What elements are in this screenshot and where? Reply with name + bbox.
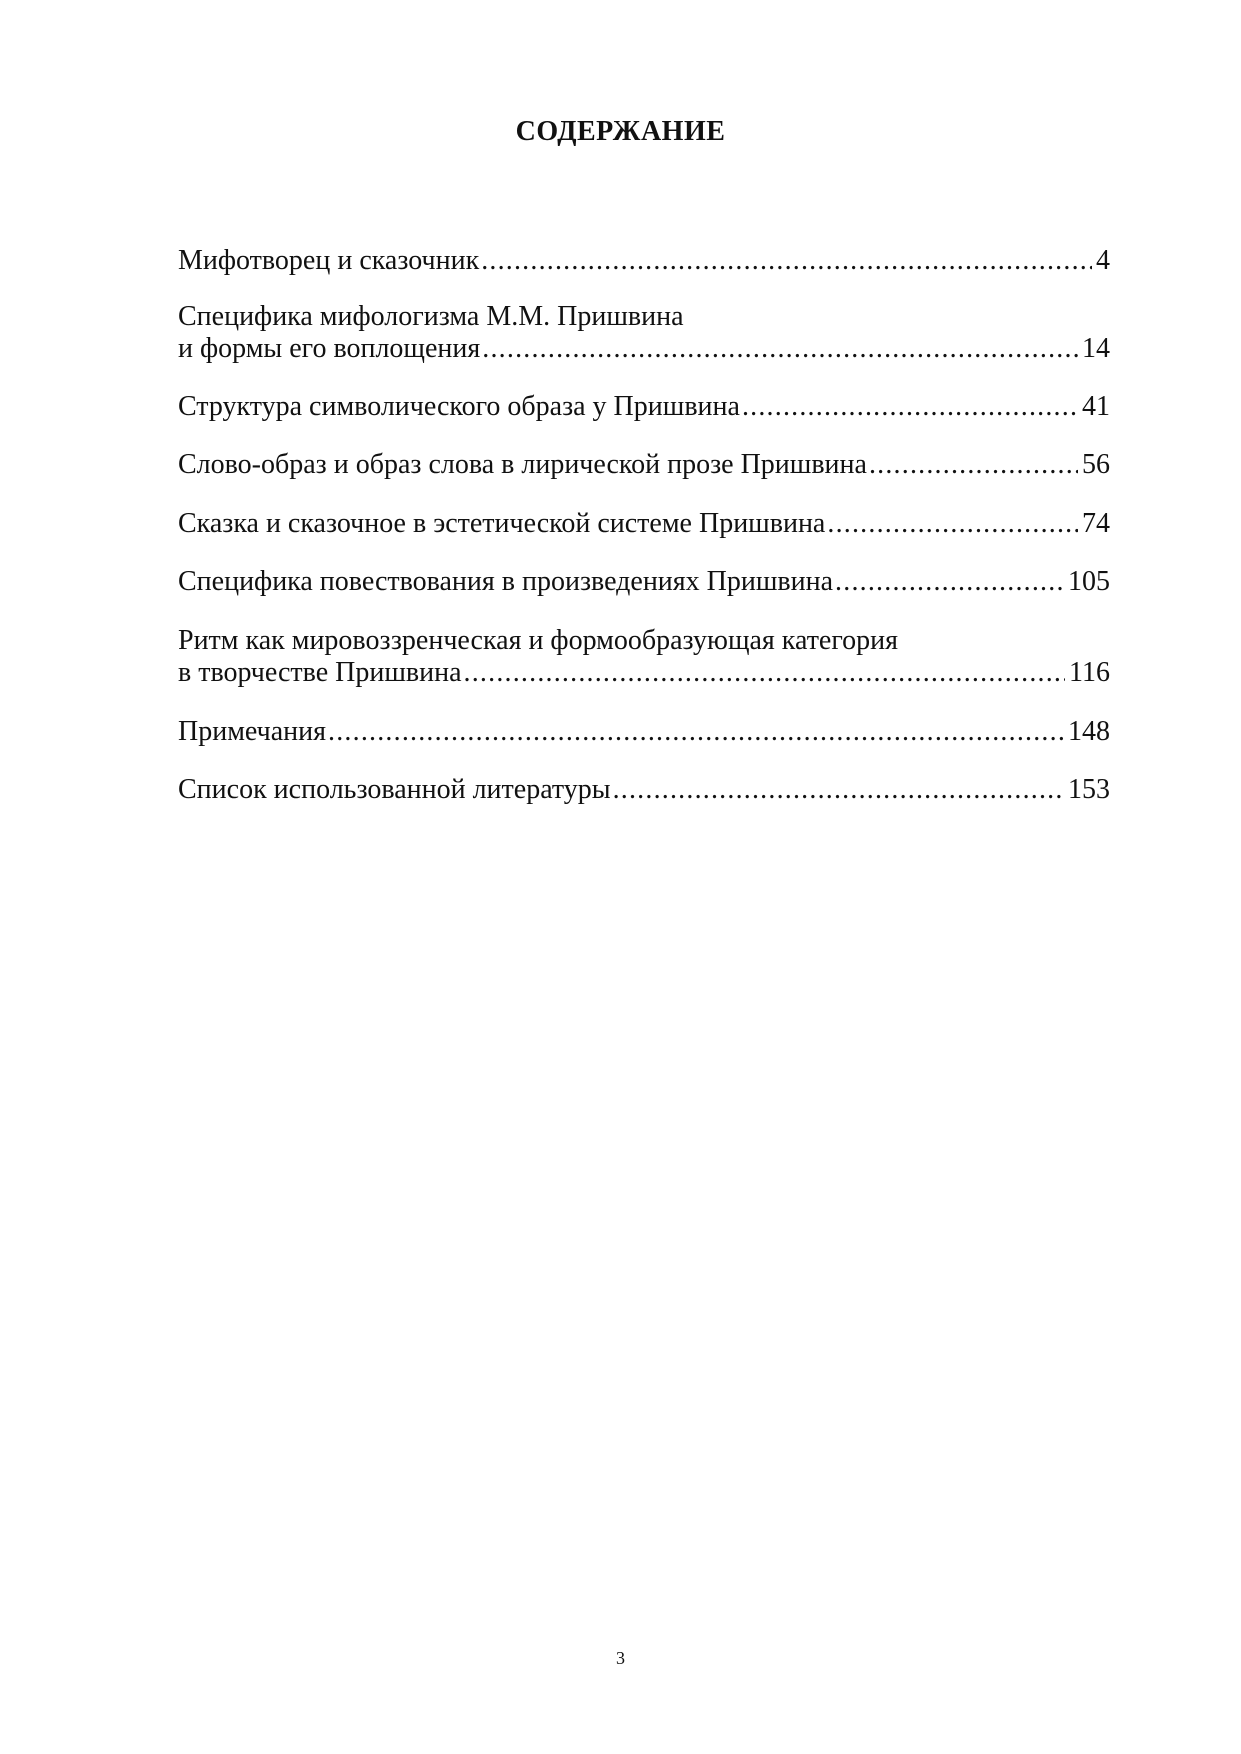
dot-leader: [613, 774, 1064, 806]
toc-entry-title: Специфика мифологизма М.М. Пришвина: [178, 301, 684, 332]
toc-entry-title: Специфика повествования в произведениях Пришвина: [178, 566, 834, 597]
toc-entry[interactable]: [178, 245, 1110, 277]
toc-entry[interactable]: [178, 508, 1110, 540]
dot-leader: [742, 391, 1078, 423]
toc-entry-title: Мифотворец и сказочник: [178, 245, 480, 276]
dot-leader: [835, 566, 1064, 598]
toc-entry-title: Ритм как мировоззренческая и формообразующая категория: [178, 625, 899, 656]
dot-leader: [481, 245, 1092, 277]
toc-entry-title-continued: и формы его воплощения: [178, 333, 481, 364]
toc-entry-page: 116: [1069, 657, 1110, 688]
toc-entry-title: Сказка и сказочное в эстетической системе Пришвина: [178, 508, 826, 539]
toc-entry-page: 74: [1082, 508, 1110, 539]
toc-entry-title: Структура символического образа у Пришвина: [178, 391, 740, 422]
toc-entry-title-continued: в творчестве Пришвина: [178, 657, 462, 688]
page-title: СОДЕРЖАНИЕ: [515, 116, 726, 147]
toc-entry-title: Примечания: [178, 716, 327, 747]
dot-leader: [827, 508, 1078, 540]
dot-leader: [482, 333, 1078, 365]
toc-entry-page: 105: [1068, 566, 1110, 597]
toc-entry-title: Список использованной литературы: [178, 774, 611, 805]
toc-entry-page: 148: [1068, 716, 1110, 747]
dot-leader: [869, 449, 1078, 481]
toc-entry[interactable]: [178, 716, 1110, 748]
dot-leader: [328, 716, 1064, 748]
toc-entry[interactable]: [178, 566, 1110, 598]
toc-entry[interactable]: [178, 625, 1110, 689]
toc-entry-page: 4: [1096, 245, 1110, 276]
toc-entry[interactable]: [178, 391, 1110, 423]
toc-entry-page: 56: [1082, 449, 1110, 480]
toc-entry-page: 41: [1082, 391, 1110, 422]
toc-entry-page: 153: [1068, 774, 1110, 805]
toc-entry-page: 14: [1082, 333, 1110, 364]
page-number: 3: [616, 1648, 625, 1668]
toc-entry[interactable]: [178, 774, 1110, 806]
dot-leader: [464, 657, 1066, 689]
toc-entry[interactable]: [178, 449, 1110, 481]
toc-entry-title: Слово-образ и образ слова в лирической прозе Пришвина: [178, 449, 867, 480]
table-of-contents: [178, 0, 1110, 900]
toc-entry[interactable]: [178, 301, 1110, 365]
